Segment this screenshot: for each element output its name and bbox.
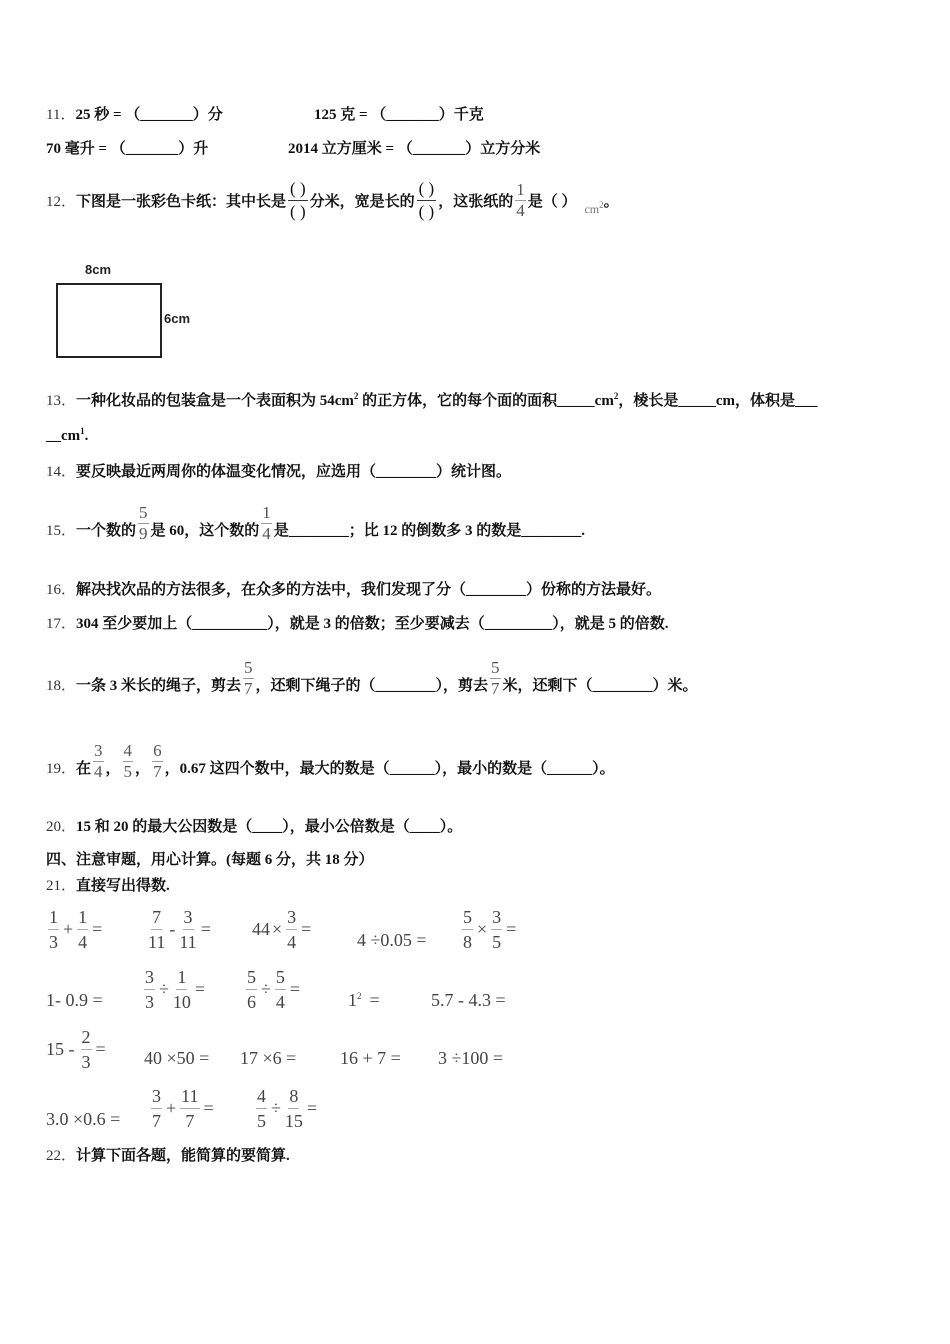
cubic-cm-to-cubic-dm: 2014 立方厘米 = （_______）立方分米: [288, 141, 541, 157]
calc-item-4: 4 ÷0.05 =: [357, 930, 427, 950]
width-ratio-blank-fraction: ( ) ( ): [418, 178, 435, 221]
question-22: 22．计算下面各题，能简算的要简算.: [46, 1148, 290, 1164]
fraction: $\frac{5}{7}$: [491, 658, 500, 698]
question-11-line1: [46, 103, 223, 124]
question-20: 20．15 和 20 的最大公因数是（____），最小公倍数是（____）。: [46, 819, 463, 835]
rectangle-length-label: 8cm: [85, 262, 112, 277]
question-15: 15． 一个数的 $\frac{5}{9}$ 是 60，这个数的 $\frac{1}{4}$ 是________；比 12 的倒数多 3 的数是________.: [46, 503, 586, 543]
fraction: $\frac{6}{7}$: [153, 741, 162, 781]
fraction: $\frac{1}{4}$: [516, 179, 525, 220]
question-16: 16．解决找次品的方法很多，在众多的方法中，我们发现了分（________）份称的方法最好。: [46, 582, 662, 598]
question-21: 21．直接写出得数.: [46, 878, 170, 894]
fraction: $\frac{4}{5}$: [123, 741, 133, 781]
calc-item-6: 1- 0.9 =: [46, 990, 103, 1010]
question-19: 19． 在 $\frac{3}{4}$ ， $\frac{4}{5}$ ， $\frac{6}{7}$ ，0.67 这四个数中，最大的数是（______），最小的数是（______）。: [46, 741, 615, 781]
question-14: 14．要反映最近两周你的体温变化情况，应选用（________）统计图。: [46, 464, 512, 480]
calc-item-12: 40 ×50 =: [144, 1048, 210, 1068]
calc-item-14: 16 + 7 =: [340, 1048, 401, 1068]
calc-item-18: $\frac{4}{5}$ ÷ $\frac{8}{15}$ =: [257, 1086, 318, 1131]
calc-item-15: 3 ÷100 =: [438, 1048, 504, 1068]
calc-item-13: 17 ×6 =: [240, 1048, 297, 1068]
question-12: 12． 下图是一张彩色卡纸：其中长是 ( ) ( ) 分米，宽是长的 ( ) ( ) ，这张纸的 $\frac{1}{4}$ 是（ ） $cm^2$ 。: [46, 178, 619, 221]
calc-item-16: 3.0 ×0.6 =: [46, 1109, 121, 1129]
calc-item-3: 44 × $\frac{3}{4}$ =: [252, 907, 312, 952]
milliliters-to-liters: 70 毫升 = （_______）升: [46, 141, 209, 157]
calc-item-1: $\frac{1}{3}$ + $\frac{1}{4}$ =: [49, 907, 103, 952]
question-13-line2: $\_\_cm^1$.: [46, 426, 89, 444]
calc-item-2: $\frac{7}{11}$ - $\frac{3}{11}$ =: [148, 907, 211, 952]
length-blank-fraction: ( ) ( ): [290, 178, 306, 221]
grams-to-kilograms: 125 克 = （_______）千克: [314, 107, 484, 123]
calc-item-9: $1^2$ =: [348, 990, 380, 1010]
question-number: 11．: [46, 107, 76, 123]
fraction: $\frac{1}{4}$: [262, 503, 271, 543]
question-number: 12．: [46, 193, 77, 210]
rectangle-width-label: 6cm: [164, 311, 191, 326]
calc-item-5: $\frac{5}{8}$ × $\frac{3}{5}$ =: [463, 907, 517, 952]
fraction: $\frac{5}{9}$: [139, 503, 148, 543]
calc-item-10: 5.7 - 4.3 =: [431, 990, 506, 1010]
question-13-line1: 13．一种化妆品的包装盒是一个表面积为 $54cm^2$ 的正方体，它的每个面的面积$\_\_\_\_\_cm^2$，棱长是_____cm，体积是___: [46, 391, 818, 409]
question-17: 17．304 至少要加上（__________），就是 3 的倍数；至少要减去（_________），就是 5 的倍数.: [46, 616, 669, 632]
calc-item-8: $\frac{5}{6}$ ÷ $\frac{5}{4}$ =: [247, 967, 301, 1012]
calc-item-17: $\frac{3}{7}$ + $\frac{11}{7}$ =: [152, 1086, 214, 1131]
fraction: $\frac{3}{4}$: [94, 741, 103, 781]
calc-item-7: $\frac{3}{3}$ ÷ $\frac{1}{10}$ =: [145, 967, 206, 1012]
section-4-heading: 四、注意审题，用心计算。(每题 6 分，共 18 分）: [46, 852, 374, 868]
fraction: $\frac{5}{7}$: [244, 658, 253, 698]
q12-text: 下图是一张彩色卡纸：其中长是: [76, 193, 287, 210]
question-18: 18． 一条 3 米长的绳子，剪去 $\frac{5}{7}$ ，还剩下绳子的（________），剪去 $\frac{5}{7}$ 米，还剩下（________）米。: [46, 658, 698, 698]
unit-cm2: $cm^2$: [584, 199, 604, 216]
calc-item-11: 15 - $\frac{2}{3}$ =: [46, 1027, 106, 1072]
rectangle-card-figure: [56, 283, 162, 358]
seconds-to-minutes: 25 秒 = （_______）分: [75, 107, 223, 123]
